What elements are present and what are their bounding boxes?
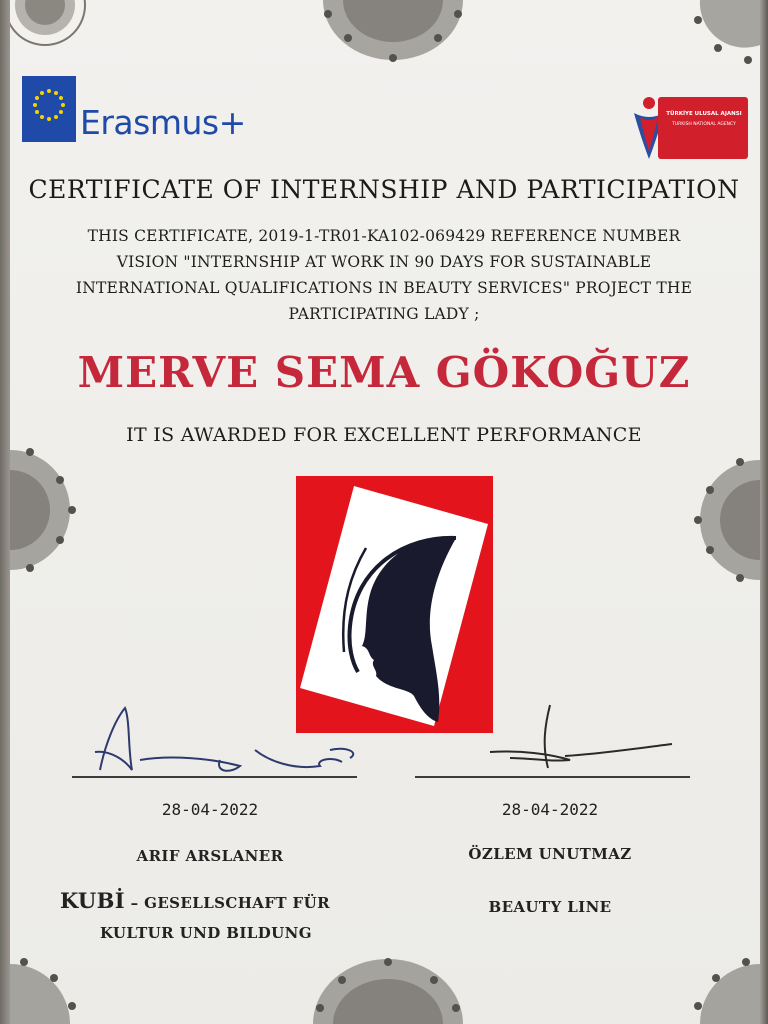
ornament-left-middle — [10, 440, 80, 580]
ornament-bottom-left — [10, 954, 90, 1024]
ornament-right-middle — [690, 450, 760, 590]
signatory-left-name: ARIF ARSLANER — [136, 847, 284, 865]
frame-right-edge — [760, 0, 768, 1024]
certificate-body: THIS CERTIFICATE, 2019-1-TR01-KA102-069429 REFERENCE NUMBER VISION "INTERNSHIP AT WORK IN 90 DAYS FOR SUSTAINABLE INTERNATIONAL QUALIFICATIONS IN BEAUTY SERVICES" PROJECT THE PARTICIPATING LADY ; — [75, 227, 693, 323]
frame-left-edge — [0, 0, 10, 1024]
signatory-left-organization — [60, 888, 380, 913]
certificate-title: CERTIFICATE OF INTERNSHIP AND PARTICIPATION — [28, 175, 740, 204]
organization-line-1: – GESELLSCHAFT FÜR — [125, 894, 330, 912]
signature-right — [480, 700, 680, 780]
signatory-left-organization-line-2: KULTUR UND BILDUNG — [100, 924, 312, 942]
signature-line-right — [415, 776, 690, 778]
signatory-right-organization: BEAUTY LINE — [488, 898, 612, 916]
ornament-bottom-center — [308, 950, 468, 1024]
agency-subtitle: TURKISH NATIONAL AGENCY — [672, 122, 736, 127]
erasmus-logo — [22, 75, 246, 142]
erasmus-label: Erasmus+ — [80, 103, 246, 142]
national-agency-logo — [628, 93, 748, 163]
signatory-left-date: 28-04-2022 — [161, 800, 259, 819]
agency-name: TÜRKİYE ULUSAL AJANSI — [666, 111, 742, 117]
signatory-right-date: 28-04-2022 — [501, 800, 599, 819]
signatory-right-name: ÖZLEM UNUTMAZ — [468, 845, 632, 863]
signature-left — [80, 700, 400, 780]
ornament-top-left — [10, 0, 90, 60]
agency-red-box — [658, 97, 748, 159]
award-text: IT IS AWARDED FOR EXCELLENT PERFORMANCE — [126, 424, 642, 446]
ornament-top-center — [318, 0, 468, 70]
beauty-line-logo — [296, 476, 493, 733]
eu-flag-icon — [22, 76, 76, 142]
signature-line-left — [72, 776, 357, 778]
ornament-bottom-right — [688, 954, 760, 1024]
kubi-name: KUBİ — [60, 888, 125, 913]
recipient-name: MERVE SEMA GÖKOĞUZ — [77, 348, 691, 397]
ornament-top-right — [690, 0, 760, 65]
